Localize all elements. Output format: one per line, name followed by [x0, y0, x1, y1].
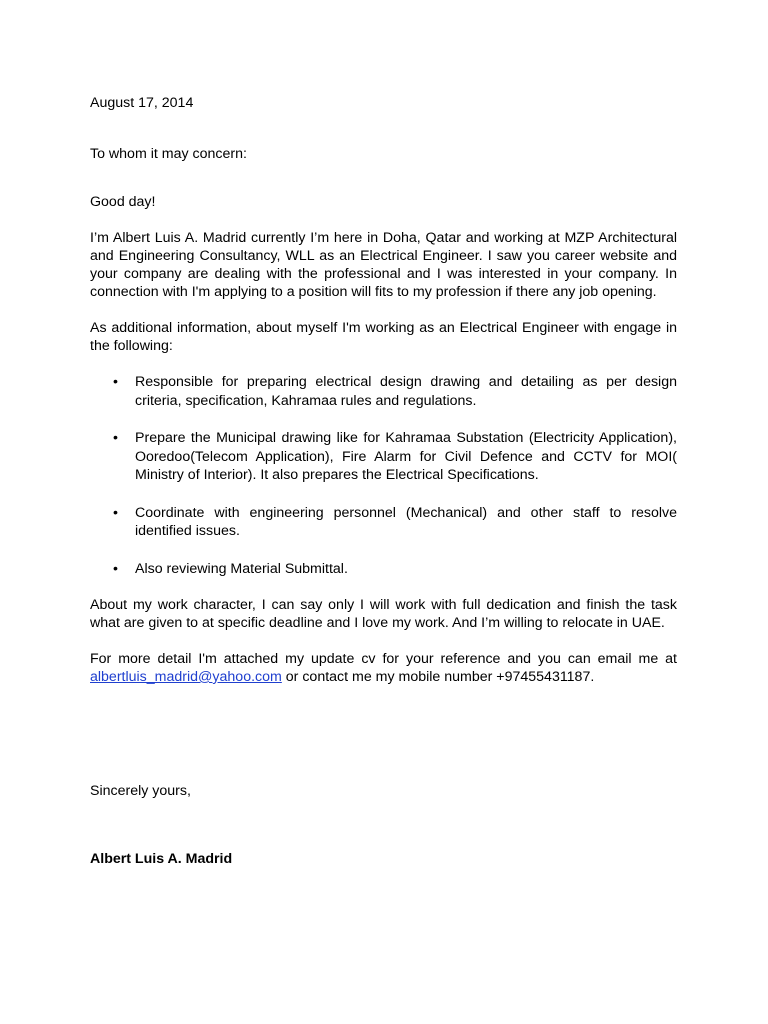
- bullet-icon: •: [113, 504, 118, 521]
- duty-text: Responsible for preparing electrical design drawing and detailing as per design criteria, specification, Kahramaa rules and regulations.: [135, 374, 677, 409]
- salutation: To whom it may concern:: [90, 146, 247, 162]
- list-item: [90, 560, 677, 579]
- bullet-icon: •: [113, 560, 118, 577]
- additional-info-paragraph: As additional information, about myself I'm working as an Electrical Engineer with engage in the following:: [90, 320, 677, 354]
- duty-text: Also reviewing Material Submittal.: [135, 560, 348, 577]
- greeting: Good day!: [90, 194, 156, 210]
- email-link[interactable]: albertluis_madrid@yahoo.com: [90, 669, 282, 685]
- contact-paragraph: [90, 650, 677, 686]
- letter-date: August 17, 2014: [90, 95, 194, 111]
- bullet-icon: •: [113, 430, 118, 446]
- intro-paragraph: I’m Albert Luis A. Madrid currently I’m here in Doha, Qatar and working at MZP Architectural and Engineering Consultancy, WLL as an Electrical Engineer. I saw you career website and your company are dealing with the professional and I was interested in your company. In connection with I'm applying to a position will fits to my profession if there any job opening.: [90, 230, 677, 300]
- duty-text: Prepare the Municipal drawing like for Kahramaa Substation (Electricity Application), Ooredoo(Telecom Application), Fire Alarm for Civil Defence and CCTV for MOI( Ministry of Interior). It also prepares the Electrical Specifications.: [135, 430, 677, 483]
- contact-text-after: or contact me my mobile number +97455431187.: [281, 669, 595, 685]
- bullet-icon: •: [113, 374, 118, 390]
- contact-text-before: For more detail I'm attached my update cv for your reference and you can email me at: [90, 651, 677, 667]
- list-item: [90, 429, 677, 485]
- work-character-paragraph: About my work character, I can say only I will work with full dedication and finish the task what are given to at specific deadline and I love my work. And I’m willing to relocate in UAE.: [90, 597, 677, 631]
- duty-text: Coordinate with engineering personnel (Mechanical) and other staff to resolve identified issues.: [135, 504, 677, 539]
- closing: Sincerely yours,: [90, 783, 191, 799]
- list-item: [90, 504, 677, 541]
- signature-name: Albert Luis A. Madrid: [90, 851, 233, 867]
- duties-list: [90, 373, 677, 578]
- letter-page: [90, 94, 677, 868]
- list-item: [90, 373, 677, 410]
